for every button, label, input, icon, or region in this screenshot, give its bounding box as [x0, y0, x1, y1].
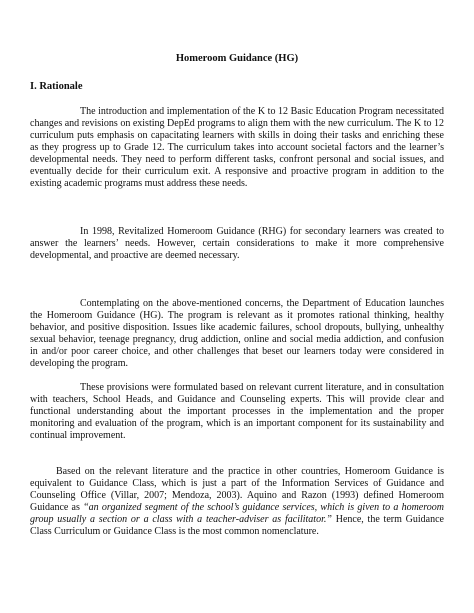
paragraph-5-text-before-quote: Based on the relevant literature and the practice in other countries, Homeroom Guidance is equivalent to Guidance Class, which is just a part of the Information Services of Guidance and Counseling Office (Villar, 2007; Mendoza, 2003). Aquino and Razon (1993) defined Homeroom Guidance as	[30, 466, 444, 513]
paragraph-5-text-after-quote: Hence, the term Guidance Class Curriculum or Guidance Class is the most common nomenclature.	[30, 514, 444, 537]
paragraph-5	[30, 466, 444, 538]
document-title: Homeroom Guidance (HG)	[175, 53, 299, 64]
paragraph-4: These provisions were formulated based on relevant current literature, and in consultation with teachers, School Heads, and Guidance and Counseling experts. This will provide clear and functional understanding about the important processes in the implementation and the proper monitoring and evaluation of the program, which is an important component for its sustainability and continual improvement.	[30, 382, 444, 441]
paragraph-3: Contemplating on the above-mentioned concerns, the Department of Education launches the Homeroom Guidance (HG). The program is relevant as it promotes rational thinking, healthy behavior, and positive disposition. Issues like academic failures, school dropouts, bullying, unhealthy sexual behavior, teenage pregnancy, drug addiction, online and social media addiction, and confusion in and/or poor career choice, and other challenges that beset our learners today were considered in developing the program.	[30, 298, 444, 369]
paragraph-1: The introduction and implementation of the K to 12 Basic Education Program necessitated changes and revisions on existing DepEd programs to align them with the new curriculum. The K to 12 curriculum puts emphasis on capacitating learners with skills in doing their tasks and enriching these as they progress up to Grade 12. The curriculum takes into account societal factors and the learner’s developmental needs. They need to perform different tasks, confront personal and social issues, and eventually decide for their curriculum exit. A responsive and proactive program in addition to the existing academic programs must address these needs.	[30, 106, 444, 189]
paragraph-5-quote: “an organized segment of the school’s guidance services, which is given to a homeroom group usually a section or a class with a teacher-adviser as facilitator.”	[30, 502, 444, 525]
paragraph-2: In 1998, Revitalized Homeroom Guidance (RHG) for secondary learners was created to answer the learners’ needs. However, certain considerations to make it more comprehensive developmental, and proactive are deemed necessary.	[30, 226, 444, 261]
section-heading: I. Rationale	[30, 81, 83, 92]
